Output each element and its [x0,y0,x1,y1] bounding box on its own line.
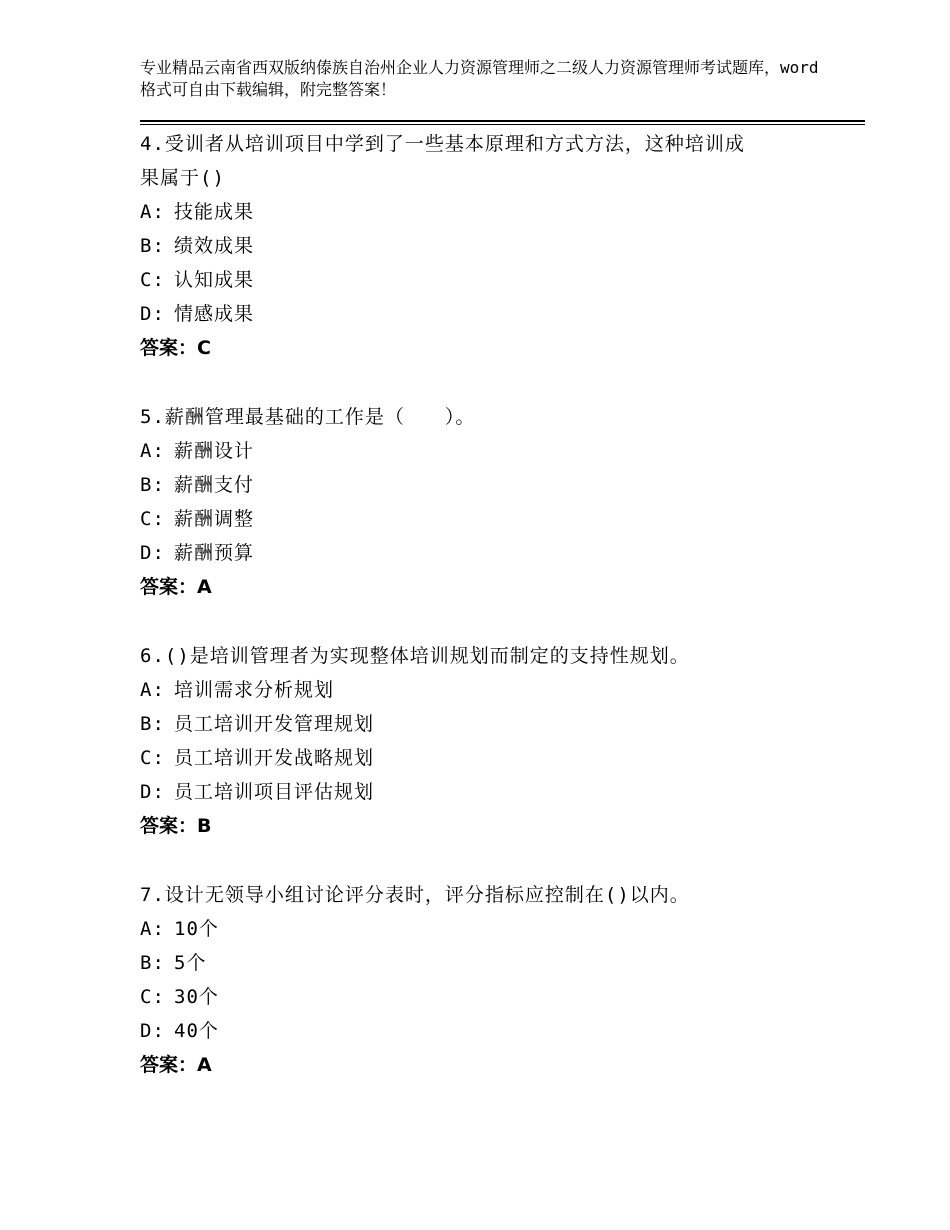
option-d [140,536,840,570]
option-letter: A: [140,201,165,223]
option-text: 40个 [174,1020,219,1042]
header-rule-thin [140,124,865,125]
question-block [140,878,840,1082]
option-letter: A: [140,918,165,940]
option-letter: D: [140,781,165,803]
question-block [140,639,840,843]
question-stem-continued: 果属于() [140,167,225,189]
option-c [140,980,840,1014]
option-text: 培训需求分析规划 [174,679,335,701]
question-stem: 6.()是培训管理者为实现整体培训规划而制定的支持性规划。 [140,645,690,667]
option-a [140,673,840,707]
option-letter: D: [140,1020,165,1042]
option-text: 员工培训项目评估规划 [174,781,375,803]
document-header: 专业精品云南省西双版纳傣族自治州企业人力资源管理师之二级人力资源管理师考试题库，word格式可自由下载编辑，附完整答案！ [140,58,819,99]
option-letter: A: [140,440,165,462]
answer-line: 答案：A [140,1054,212,1076]
option-d [140,775,840,809]
option-letter: C: [140,508,165,530]
option-text: 员工培训开发管理规划 [174,713,375,735]
option-b [140,946,840,980]
question-stem: 7.设计无领导小组讨论评分表时，评分指标应控制在()以内。 [140,884,690,906]
option-a [140,912,840,946]
option-letter: B: [140,713,165,735]
option-text: 薪酬调整 [174,508,255,530]
option-b [140,229,840,263]
option-a [140,434,840,468]
option-d [140,297,840,331]
answer-line: 答案：B [140,815,212,837]
option-c [140,741,840,775]
option-letter: B: [140,952,165,974]
question-block [140,127,840,365]
answer-line: 答案：A [140,576,212,598]
option-text: 薪酬支付 [174,474,255,496]
option-letter: D: [140,303,165,325]
header-rule-thick [140,120,865,122]
question-block [140,400,840,604]
option-letter: B: [140,235,165,257]
option-text: 30个 [174,986,219,1008]
option-c [140,502,840,536]
option-text: 情感成果 [174,303,255,325]
option-c [140,263,840,297]
option-letter: A: [140,679,165,701]
option-text: 5个 [174,952,207,974]
option-letter: B: [140,474,165,496]
option-letter: C: [140,986,165,1008]
option-text: 绩效成果 [174,235,255,257]
option-b [140,707,840,741]
option-text: 技能成果 [174,201,255,223]
option-letter: C: [140,747,165,769]
option-letter: C: [140,269,165,291]
option-letter: D: [140,542,165,564]
option-d [140,1014,840,1048]
option-text: 员工培训开发战略规划 [174,747,375,769]
question-stem: 5.薪酬管理最基础的工作是（ ）。 [140,406,476,428]
option-text: 薪酬设计 [174,440,255,462]
option-text: 10个 [174,918,219,940]
answer-line: 答案：C [140,337,211,359]
question-stem: 4.受训者从培训项目中学到了一些基本原理和方式方法，这种培训成 [140,133,745,155]
option-text: 认知成果 [174,269,255,291]
option-text: 薪酬预算 [174,542,255,564]
option-a [140,195,840,229]
option-b [140,468,840,502]
